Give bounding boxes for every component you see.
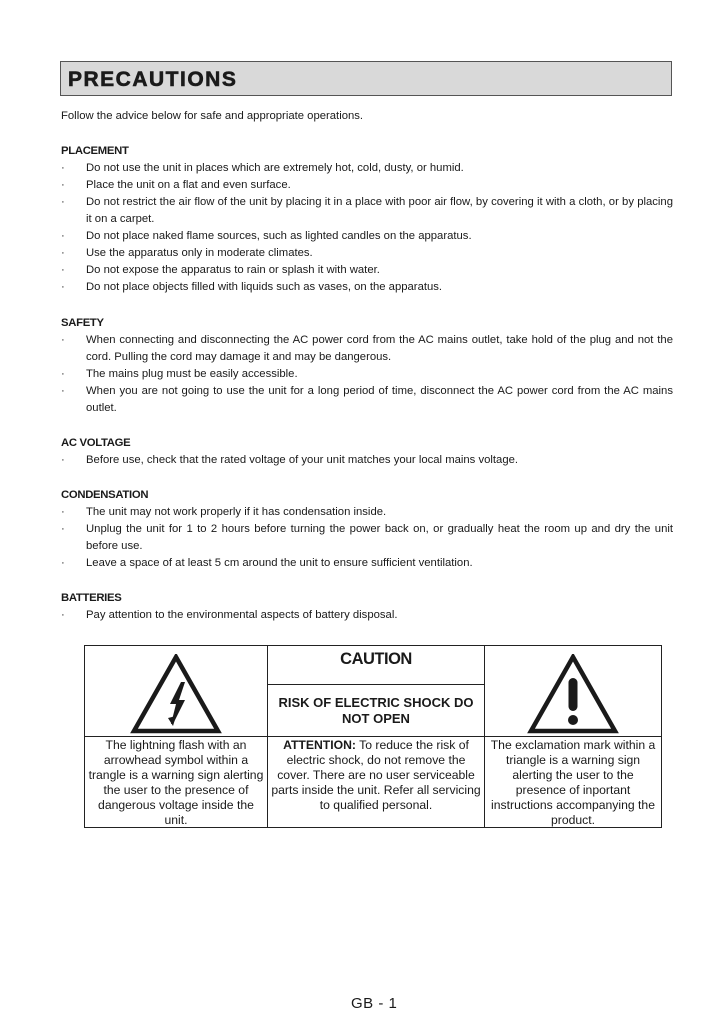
bullet-icon: · — [61, 454, 65, 466]
section-safety — [61, 315, 673, 417]
list-item: · Before use, check that the rated voltage of your unit matches your local mains voltage. — [61, 452, 673, 469]
exclamation-triangle-icon — [527, 654, 619, 734]
bullet-list — [61, 452, 673, 469]
bullet-icon: · — [61, 196, 65, 208]
bullet-icon: · — [61, 385, 65, 397]
list-item: · When connecting and disconnecting the AC power cord from the AC mains outlet, take hold of the plug and not the cord. Pulling the cord may damage it and may be dangerous. — [61, 334, 673, 363]
bullet-icon: · — [61, 247, 65, 259]
lightning-cell — [85, 646, 268, 737]
list-item: · The mains plug must be easily accessible. — [61, 366, 673, 383]
bullet-list — [61, 504, 673, 572]
bullet-list — [61, 332, 673, 417]
list-item: · The unit may not work properly if it has condensation inside. — [61, 504, 673, 521]
caution-table — [84, 645, 662, 828]
bullet-icon: · — [61, 609, 65, 621]
attention-text: To reduce the risk of electric shock, do not remove the cover. There are no user serviceable parts inside the unit. Refer all servicing to qualified personal. — [271, 738, 481, 812]
bullet-icon: · — [61, 179, 65, 191]
caution-header-cell — [267, 646, 484, 737]
lightning-description-cell — [85, 737, 268, 828]
attention-description-cell — [267, 737, 484, 828]
page-title: PRECAUTIONS — [68, 68, 238, 91]
caution-heading: CAUTION — [268, 646, 484, 685]
caution-subheading: RISK OF ELECTRIC SHOCK DO NOT OPEN — [278, 695, 474, 726]
section-placement — [61, 143, 673, 296]
exclamation-description-cell — [485, 737, 662, 828]
exclamation-cell — [485, 646, 662, 737]
section-ac-voltage — [61, 435, 673, 469]
list-item: · When you are not going to use the unit for a long period of time, disconnect the AC power cord from the AC mains outlet. — [61, 385, 673, 414]
section-heading: PLACEMENT — [61, 145, 129, 157]
bullet-icon: · — [61, 264, 65, 276]
attention-label: ATTENTION: — [283, 738, 356, 752]
list-item: · Do not restrict the air flow of the unit by placing it in a place with poor air flow, by covering it with a cloth, or by placing it on a carpet. — [61, 196, 673, 225]
bullet-icon: · — [61, 230, 65, 242]
title-bar — [60, 61, 672, 96]
bullet-icon: · — [61, 368, 65, 380]
section-heading: BATTERIES — [61, 592, 122, 604]
bullet-icon: · — [61, 506, 65, 518]
bullet-icon: · — [61, 162, 65, 174]
attention-description — [268, 737, 484, 827]
bullet-icon: · — [61, 523, 65, 535]
list-item: · Place the unit on a flat and even surface. — [61, 177, 673, 194]
list-item: · Pay attention to the environmental aspects of battery disposal. — [61, 607, 673, 624]
list-item: · Leave a space of at least 5 cm around the unit to ensure sufficient ventilation. — [61, 555, 673, 572]
page-number: GB - 1 — [351, 995, 398, 1012]
lightning-description: The lightning flash with an arrowhead symbol within a trangle is a warning sign alerting the user to the presence of dangerous voltage inside the unit. — [88, 738, 264, 827]
intro-text: Follow the advice below for safe and appropriate operations. — [61, 110, 364, 122]
section-heading: SAFETY — [61, 317, 104, 329]
list-item: · Unplug the unit for 1 to 2 hours before turning the power back on, or gradually heat the room up and dry the unit before use. — [61, 523, 673, 552]
list-item: · Do not expose the apparatus to rain or splash it with water. — [61, 262, 673, 279]
list-item: · Do not use the unit in places which are extremely hot, cold, dusty, or humid. — [61, 160, 673, 177]
bullet-icon: · — [61, 281, 65, 293]
section-condensation — [61, 487, 673, 572]
exclamation-description: The exclamation mark within a triangle is a warning sign alerting the user to the presence of inportant instructions accompanying the product. — [490, 738, 656, 827]
bullet-icon: · — [61, 334, 65, 346]
list-item: · Do not place naked flame sources, such as lighted candles on the apparatus. — [61, 228, 673, 245]
list-item: · Do not place objects filled with liquids such as vases, on the apparatus. — [61, 279, 673, 296]
bullet-icon: · — [61, 557, 65, 569]
lightning-triangle-icon — [130, 654, 222, 734]
bullet-list — [61, 160, 673, 296]
list-item: · Use the apparatus only in moderate climates. — [61, 245, 673, 262]
section-heading: CONDENSATION — [61, 489, 149, 501]
section-batteries — [61, 590, 673, 624]
bullet-list — [61, 607, 673, 624]
section-heading: AC VOLTAGE — [61, 437, 131, 449]
